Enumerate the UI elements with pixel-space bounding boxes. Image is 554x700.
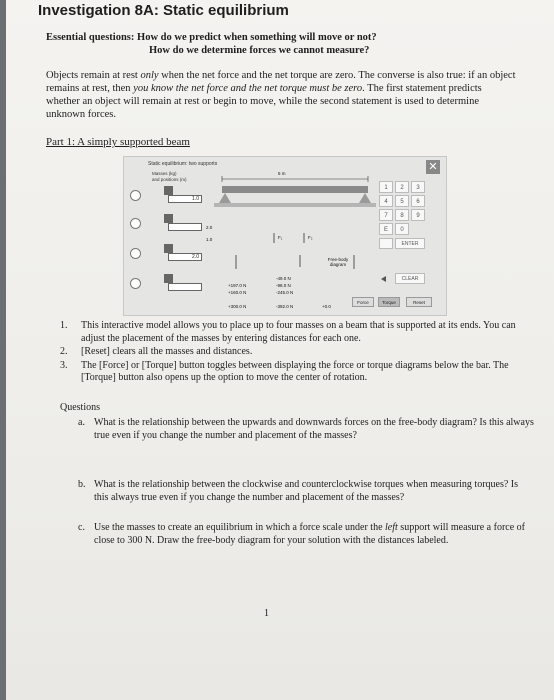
force-label-1: F₁ [278, 235, 283, 240]
key-7[interactable]: 7 [379, 209, 393, 221]
intro-emph: you know the net force and the net torque must be zero [133, 83, 363, 94]
intro-text-2: when the net force and the net torque are zero. The converse is also true: if an object remains at rest, then [46, 70, 516, 94]
item-text: The [Force] or [Torque] button toggles between displaying the force or torque diagrams below the bar. The [Torque] button also opens up the option to move the center of rotation. [81, 359, 509, 384]
mass-icon [164, 244, 173, 253]
readout-right-2: -98.0 N [276, 283, 291, 288]
readout-left-1: +197.0 N [228, 283, 247, 288]
page-title: Investigation 8A: Static equilibrium [38, 2, 289, 19]
readout-right-4: -392.0 N [276, 304, 294, 309]
reset-button[interactable]: Reset [406, 297, 432, 307]
force-button[interactable]: Force [352, 297, 374, 307]
question-letter: a. [78, 417, 85, 428]
close-icon[interactable]: ✕ [426, 160, 440, 174]
enter-button[interactable]: ENTER [395, 238, 425, 249]
intro-paragraph [46, 69, 516, 121]
key-2[interactable]: 2 [395, 181, 409, 193]
readout-right-3: -245.0 N [276, 290, 294, 295]
readout-right-1: -49.0 N [276, 276, 291, 281]
key-5[interactable]: 5 [395, 195, 409, 207]
simulation-panel[interactable] [123, 156, 447, 316]
item-text: This interactive model allows you to place up to four masses on a beam that is supported at its ends. You can adjust the placement of the masses by entering distances for each one. [81, 320, 516, 344]
sim-positions-header: and positions (m) [152, 177, 187, 182]
key-4[interactable]: 4 [379, 195, 393, 207]
clear-button[interactable]: CLEAR [395, 273, 425, 284]
question-a [78, 417, 534, 443]
key-3[interactable]: 3 [411, 181, 425, 193]
mass-icon [164, 186, 173, 195]
essential-question-1: How do we predict when something will move or not? [137, 32, 377, 43]
key-6[interactable]: 6 [411, 195, 425, 207]
intro-emph-only: only [140, 70, 159, 81]
readout-left-2: +160.0 N [228, 290, 247, 295]
instruction-list [60, 320, 530, 386]
torque-button[interactable]: Torque [378, 297, 400, 307]
mid-value-2: 1.0 [206, 237, 213, 242]
mass-icon [164, 214, 173, 223]
question-b [78, 479, 534, 505]
item-text: [Reset] clears all the masses and distances. [81, 346, 253, 358]
question-text: What is the relationship between the upwards and downwards forces on the free-body diagram? Is this always true even if you change the number and placement of the masses? [94, 417, 534, 441]
key-0[interactable]: 0 [395, 223, 409, 235]
questions-heading: Questions [60, 402, 100, 413]
key-minus[interactable] [379, 238, 393, 249]
ground [214, 203, 376, 207]
support-left [219, 193, 231, 203]
question-text-2: support will measure a force of close to 300 N. Draw the free-body diagram for your solution with the distances labeled. [94, 522, 525, 546]
mid-value-1: 2.0 [206, 225, 213, 230]
sim-title: Static equilibrium: two supports [148, 161, 218, 167]
essential-label: Essential questions: [46, 32, 135, 43]
question-letter: b. [78, 479, 86, 490]
instruction-item [60, 360, 530, 385]
mass-input-1[interactable]: 1.0 [168, 195, 202, 203]
fbd-label: Free-body diagram [327, 257, 349, 267]
support-right [359, 193, 371, 203]
key-9[interactable]: 9 [411, 209, 425, 221]
key-1[interactable]: 1 [379, 181, 393, 193]
force-label-2: F₂ [308, 235, 313, 240]
sim-masses-header: Masses (kg) [152, 171, 177, 176]
document-page [6, 0, 554, 700]
essential-questions [46, 32, 377, 43]
mass-icon [164, 274, 173, 283]
item-number: 1. [60, 320, 68, 331]
clear-arrow-icon [381, 276, 386, 282]
question-letter: c. [78, 522, 85, 533]
intro-text-1: Objects remain at rest [46, 70, 141, 81]
beam [222, 186, 368, 193]
page-number: 1 [264, 608, 269, 619]
item-number: 3. [60, 359, 68, 371]
question-text: What is the relationship between the clockwise and counterclockwise torques when measuring torques? Is this always true even if you change the number and placement of the masses? [94, 479, 519, 503]
instruction-item [60, 346, 530, 359]
question-c [78, 522, 534, 548]
intro-text-3: . The first statement predicts whether an object will remain at rest or begin to move, while the second statement is used to determine unknown forces. [46, 83, 482, 120]
instruction-item [60, 320, 530, 345]
part-heading: Part 1: A simply supported beam [46, 136, 190, 148]
question-text-1: Use the masses to create an equilibrium in which a force scale under the [94, 522, 386, 533]
mass-input-3[interactable]: 2.0 [168, 253, 202, 261]
readout-end: +0.0 [322, 304, 331, 309]
readout-left-3: +300.0 N [228, 304, 247, 309]
essential-question-2: How do we determine forces we cannot measure? [149, 45, 370, 56]
question-emph: left [385, 522, 398, 533]
item-number: 2. [60, 346, 68, 358]
key-8[interactable]: 8 [395, 209, 409, 221]
key-e[interactable]: E [379, 223, 393, 235]
beam-length: 5 m [278, 171, 286, 176]
